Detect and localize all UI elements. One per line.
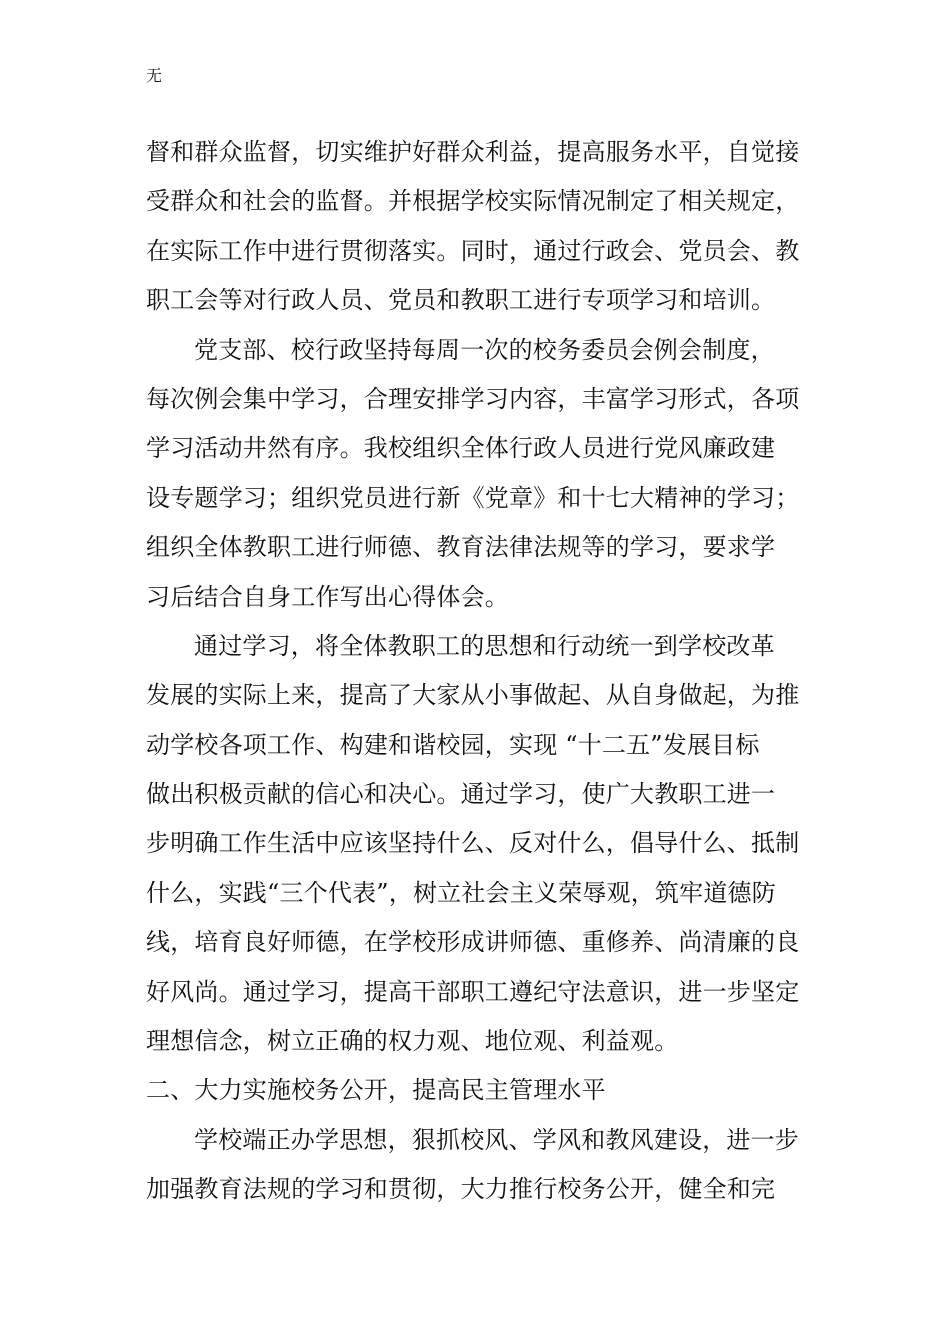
text-line: 发展的实际上来，提高了大家从小事做起、从自身做起，为推 [146,681,800,710]
text-line: 每次例会集中学习，合理安排学习内容，丰富学习形式，各项 [146,384,800,413]
text-line: 在实际工作中进行贯彻落实。同时，通过行政会、党员会、教 [146,236,800,265]
text-line: 好风尚。通过学习，提高干部职工遵纪守法意识，进一步坚定 [146,977,800,1006]
section-heading: 二、大力实施校务公开，提高民主管理水平 [146,1076,606,1105]
text-line: 学习活动井然有序。我校组织全体行政人员进行党风廉政建 [146,434,776,463]
text-line: 学校端正办学思想，狠抓校风、学风和教风建设，进一步 [194,1125,799,1154]
text-line: 党支部、校行政坚持每周一次的校务委员会例会制度， [194,335,775,364]
text-line: 习后结合自身工作写出心得体会。 [146,582,509,611]
text-line: 督和群众监督，切实维护好群众利益，提高服务水平，自觉接 [146,138,800,166]
header-mark: 无 [146,66,163,85]
text-line: 动学校各项工作、构建和谐校园，实现 “十二五”发展目标 [146,730,760,759]
text-line: 设专题学习；组织党员进行新《党章》和十七大精神的学习； [146,483,800,512]
text-line: 什么，实践“三个代表”，树立社会主义荣辱观，筑牢道德防 [146,878,776,907]
text-line: 做出积极贡献的信心和决心。通过学习，使广大教职工进一 [146,780,776,809]
document-body [146,128,826,1215]
text-line: 职工会等对行政人员、党员和教职工进行专项学习和培训。 [146,286,776,315]
text-line: 线，培育良好师德，在学校形成讲师德、重修养、尚清廉的良 [146,928,800,957]
text-line: 步明确工作生活中应该坚持什么、反对什么，倡导什么、抵制 [146,829,800,858]
text-line: 通过学习，将全体教职工的思想和行动统一到学校改革 [194,631,775,660]
text-line: 受群众和社会的监督。并根据学校实际情况制定了相关规定， [146,187,800,216]
text-line: 加强教育法规的学习和贯彻，大力推行校务公开，健全和完 [146,1175,776,1204]
text-line: 理想信念，树立正确的权力观、地位观、利益观。 [146,1027,679,1056]
text-line: 组织全体教职工进行师德、教育法律法规等的学习，要求学 [146,533,776,562]
